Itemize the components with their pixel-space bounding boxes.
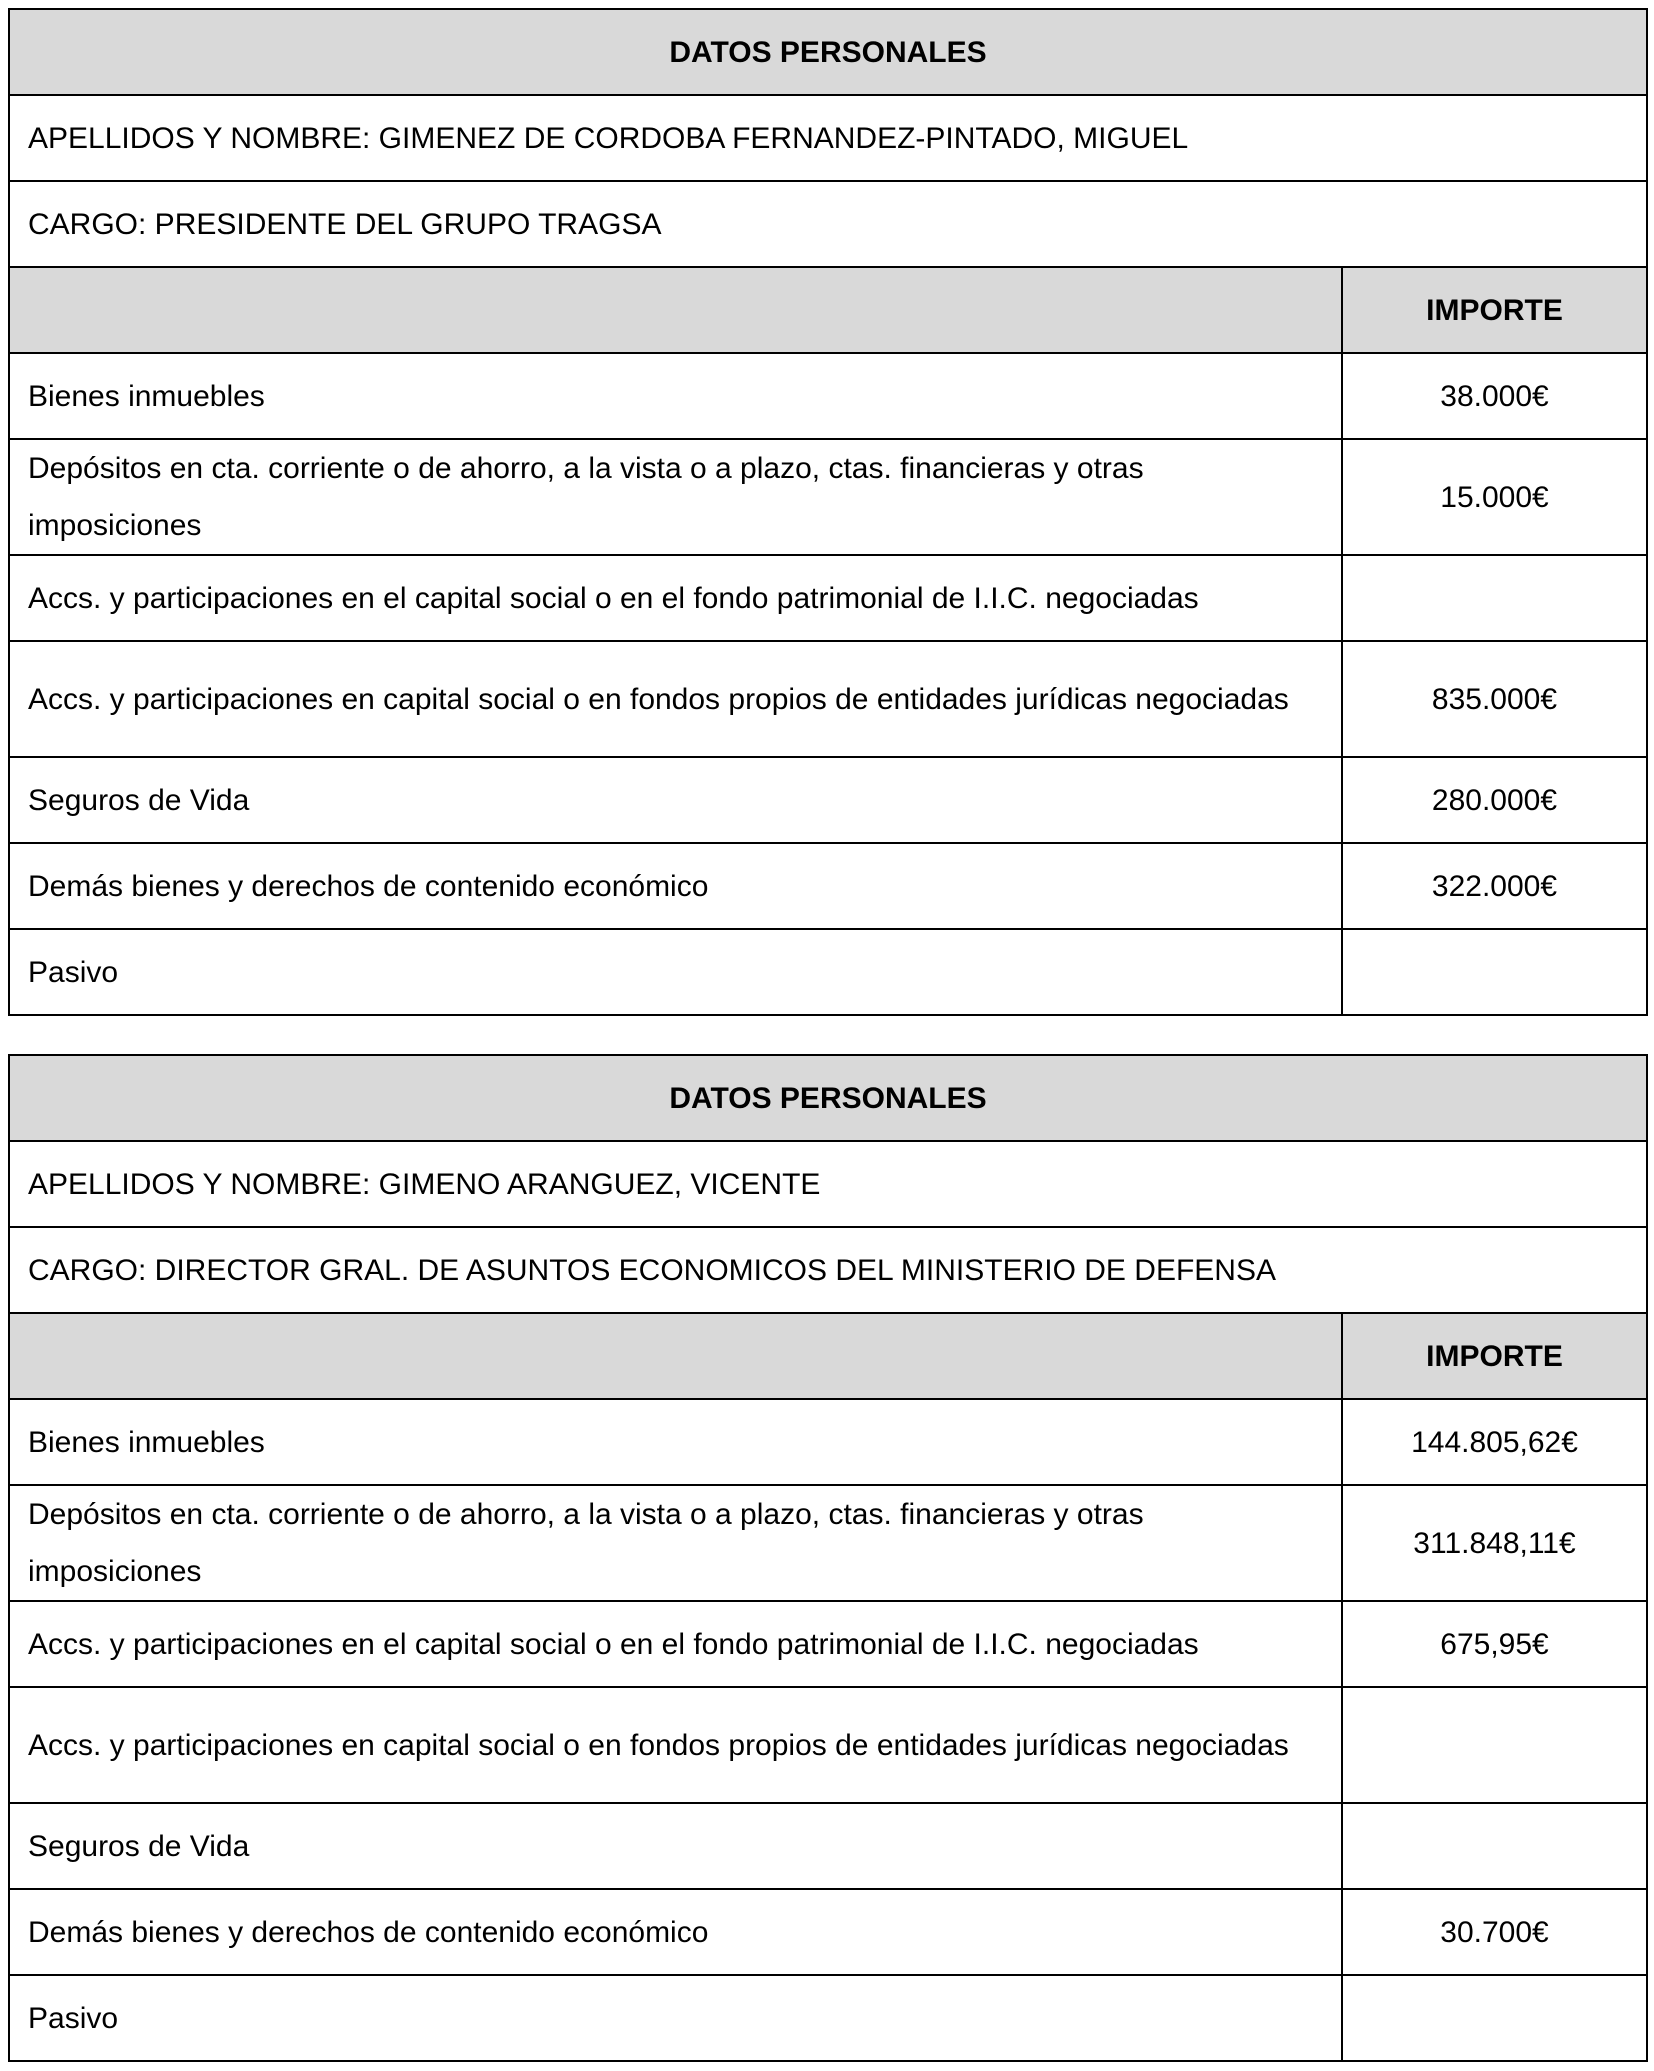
table-row xyxy=(9,1485,1647,1601)
table-row xyxy=(9,1687,1647,1803)
asset-label: Accs. y participaciones en capital social o en fondos propios de entidades jurídicas negociadas xyxy=(9,641,1342,757)
asset-label: Accs. y participaciones en el capital social o en el fondo patrimonial de I.I.C. negociadas xyxy=(9,1601,1342,1687)
asset-amount xyxy=(1342,555,1647,641)
full-name-field: APELLIDOS Y NOMBRE: GIMENO ARANGUEZ, VICENTE xyxy=(9,1141,1647,1227)
table-row xyxy=(9,757,1647,843)
asset-amount: 835.000€ xyxy=(1342,641,1647,757)
section-header-row xyxy=(9,1055,1647,1141)
section-title: DATOS PERSONALES xyxy=(9,9,1647,95)
table-row xyxy=(9,929,1647,1015)
asset-label: Pasivo xyxy=(9,1975,1342,2061)
table-row xyxy=(9,1975,1647,2061)
asset-label: Bienes inmuebles xyxy=(9,353,1342,439)
position-field: CARGO: PRESIDENTE DEL GRUPO TRAGSA xyxy=(9,181,1647,267)
position-row xyxy=(9,1227,1647,1313)
asset-amount: 38.000€ xyxy=(1342,353,1647,439)
name-row xyxy=(9,95,1647,181)
table-row xyxy=(9,641,1647,757)
section-title: DATOS PERSONALES xyxy=(9,1055,1647,1141)
asset-declaration-table xyxy=(8,1054,1648,2062)
position-field: CARGO: DIRECTOR GRAL. DE ASUNTOS ECONOMICOS DEL MINISTERIO DE DEFENSA xyxy=(9,1227,1647,1313)
asset-amount xyxy=(1342,1803,1647,1889)
asset-amount: 30.700€ xyxy=(1342,1889,1647,1975)
amount-column-header: IMPORTE xyxy=(1342,1313,1647,1399)
table-row xyxy=(9,1803,1647,1889)
asset-amount: 15.000€ xyxy=(1342,439,1647,555)
table-row xyxy=(9,555,1647,641)
position-row xyxy=(9,181,1647,267)
asset-label: Depósitos en cta. corriente o de ahorro, a la vista o a plazo, ctas. financieras y otras imposiciones xyxy=(9,1485,1342,1601)
asset-amount: 322.000€ xyxy=(1342,843,1647,929)
asset-label: Accs. y participaciones en capital social o en fondos propios de entidades jurídicas negociadas xyxy=(9,1687,1342,1803)
asset-label: Pasivo xyxy=(9,929,1342,1015)
table-row xyxy=(9,439,1647,555)
name-row xyxy=(9,1141,1647,1227)
asset-label: Seguros de Vida xyxy=(9,1803,1342,1889)
asset-declaration-table xyxy=(8,8,1648,1016)
table-row xyxy=(9,353,1647,439)
column-header-row xyxy=(9,1313,1647,1399)
empty-header-cell xyxy=(9,1313,1342,1399)
amount-column-header: IMPORTE xyxy=(1342,267,1647,353)
asset-label: Depósitos en cta. corriente o de ahorro, a la vista o a plazo, ctas. financieras y otras imposiciones xyxy=(9,439,1342,555)
asset-amount xyxy=(1342,929,1647,1015)
asset-amount: 311.848,11€ xyxy=(1342,1485,1647,1601)
asset-label: Demás bienes y derechos de contenido económico xyxy=(9,1889,1342,1975)
asset-amount xyxy=(1342,1687,1647,1803)
full-name-field: APELLIDOS Y NOMBRE: GIMENEZ DE CORDOBA FERNANDEZ-PINTADO, MIGUEL xyxy=(9,95,1647,181)
table-row xyxy=(9,843,1647,929)
section-header-row xyxy=(9,9,1647,95)
asset-label: Seguros de Vida xyxy=(9,757,1342,843)
table-row xyxy=(9,1889,1647,1975)
empty-header-cell xyxy=(9,267,1342,353)
asset-label: Demás bienes y derechos de contenido económico xyxy=(9,843,1342,929)
table-row xyxy=(9,1399,1647,1485)
asset-label: Accs. y participaciones en el capital social o en el fondo patrimonial de I.I.C. negociadas xyxy=(9,555,1342,641)
asset-amount: 144.805,62€ xyxy=(1342,1399,1647,1485)
asset-amount xyxy=(1342,1975,1647,2061)
asset-amount: 280.000€ xyxy=(1342,757,1647,843)
asset-label: Bienes inmuebles xyxy=(9,1399,1342,1485)
column-header-row xyxy=(9,267,1647,353)
asset-amount: 675,95€ xyxy=(1342,1601,1647,1687)
table-row xyxy=(9,1601,1647,1687)
